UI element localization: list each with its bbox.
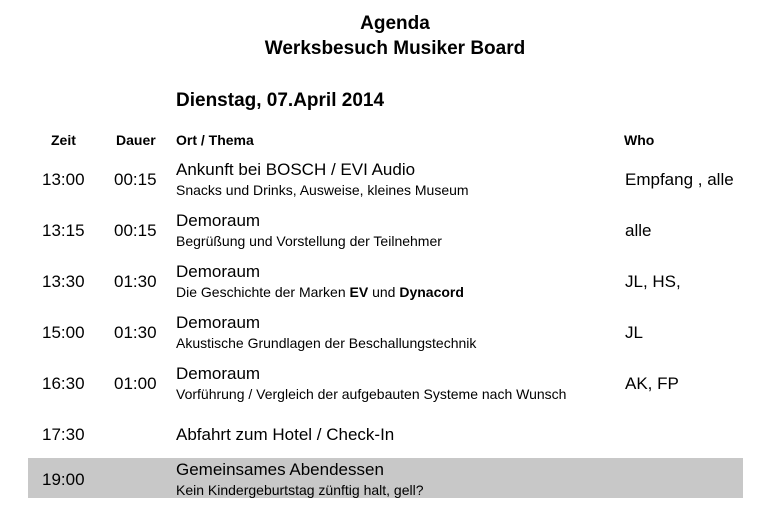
row-duration: 00:15 xyxy=(114,170,157,189)
row-detail xyxy=(176,284,464,300)
row-topic: Demoraum xyxy=(176,313,261,332)
row-time: 13:15 xyxy=(42,221,85,240)
row-detail: Vorführung / Vergleich der aufgebauten Systeme nach Wunsch xyxy=(176,386,567,402)
header-who: Who xyxy=(624,132,655,148)
agenda-subtitle: Werksbesuch Musiker Board xyxy=(264,38,526,59)
row-topic: Abfahrt zum Hotel / Check-In xyxy=(176,425,395,444)
row-who: JL xyxy=(625,323,643,342)
row-duration: 01:30 xyxy=(114,272,157,291)
row-topic: Ankunft bei BOSCH / EVI Audio xyxy=(176,160,416,179)
row-duration: 01:00 xyxy=(114,374,157,393)
header-dauer: Dauer xyxy=(116,132,156,148)
row-duration: 00:15 xyxy=(114,221,157,240)
detail-text: Die Geschichte der Marken xyxy=(176,284,350,300)
row-who: JL, HS, xyxy=(625,272,681,291)
agenda-date: Dienstag, 07.April 2014 xyxy=(176,90,385,111)
row-time: 13:30 xyxy=(42,272,85,291)
row-time: 17:30 xyxy=(42,425,85,444)
header-ort-thema: Ort / Thema xyxy=(176,132,254,148)
row-time: 19:00 xyxy=(42,470,85,489)
row-time: 16:30 xyxy=(42,374,85,393)
detail-text: und xyxy=(368,284,400,300)
row-duration: 01:30 xyxy=(114,323,157,342)
row-who: AK, FP xyxy=(625,374,679,393)
row-detail: Begrüßung und Vorstellung der Teilnehmer xyxy=(176,233,442,249)
row-who: alle xyxy=(625,221,652,240)
row-detail: Kein Kindergeburtstag zünftig halt, gell? xyxy=(176,482,424,498)
row-time: 15:00 xyxy=(42,323,85,342)
brand-ev: EV xyxy=(349,284,369,300)
row-detail: Snacks und Drinks, Ausweise, kleines Museum xyxy=(176,182,469,198)
row-topic: Demoraum xyxy=(176,211,261,230)
row-topic: Demoraum xyxy=(176,364,261,383)
row-time: 13:00 xyxy=(42,170,85,189)
agenda-title: Agenda xyxy=(360,13,430,34)
row-topic: Gemeinsames Abendessen xyxy=(176,460,384,479)
row-detail: Akustische Grundlagen der Beschallungstechnik xyxy=(176,335,477,351)
row-who: Empfang , alle xyxy=(625,170,734,189)
header-zeit: Zeit xyxy=(51,132,76,148)
brand-dynacord: Dynacord xyxy=(399,284,464,300)
row-topic: Demoraum xyxy=(176,262,261,281)
